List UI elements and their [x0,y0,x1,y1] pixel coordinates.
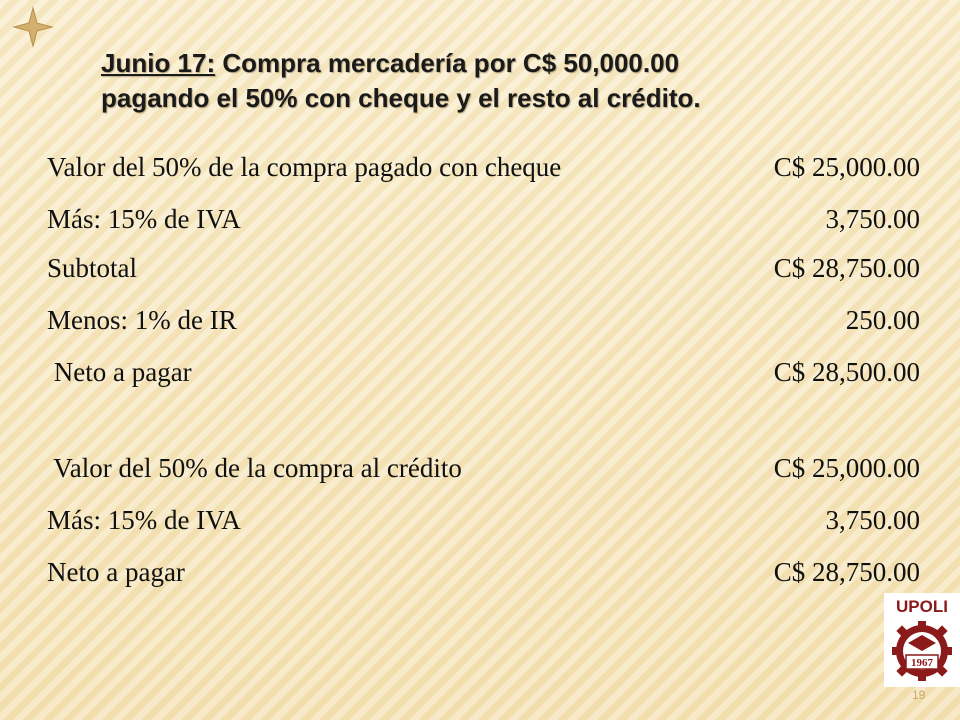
row-label: Neto a pagar [47,557,185,587]
row-amount: C$ 28,750.00 [773,253,920,283]
row-label: Neto a pagar [47,357,192,387]
row-label: Más: 15% de IVA [47,505,241,535]
heading-date: Junio 17: [101,48,216,78]
logo-name: UPOLI [896,597,948,616]
row-label: Valor del 50% de la compra al crédito [47,453,462,483]
heading-text-line1: Compra mercadería por C$ 50,000.00 [215,48,680,78]
row-label: Subtotal [47,253,138,283]
row-label: Menos: 1% de IR [47,305,237,335]
logo-year: 1967 [911,657,933,669]
table-row [47,305,920,345]
upoli-logo [884,593,960,687]
heading-text-line2: pagando el 50% con cheque y el resto al crédito. [101,83,701,113]
table-row [47,453,920,493]
row-amount: 3,750.00 [825,505,920,535]
row-amount: 3,750.00 [825,204,920,234]
row-amount: C$ 25,000.00 [773,152,920,182]
table-row [47,505,920,545]
table-row [47,253,920,293]
row-amount: C$ 25,000.00 [773,453,920,483]
row-amount: C$ 28,750.00 [773,557,920,587]
table-row [47,557,920,597]
table-row [47,152,920,192]
table-row [47,204,920,244]
row-amount: 250.00 [845,305,920,335]
page-number: 19 [912,688,926,702]
row-label: Valor del 50% de la compra pagado con cheque [47,152,562,182]
row-amount: C$ 28,500.00 [773,357,920,387]
table-row [47,357,920,397]
row-label: Más: 15% de IVA [47,204,241,234]
